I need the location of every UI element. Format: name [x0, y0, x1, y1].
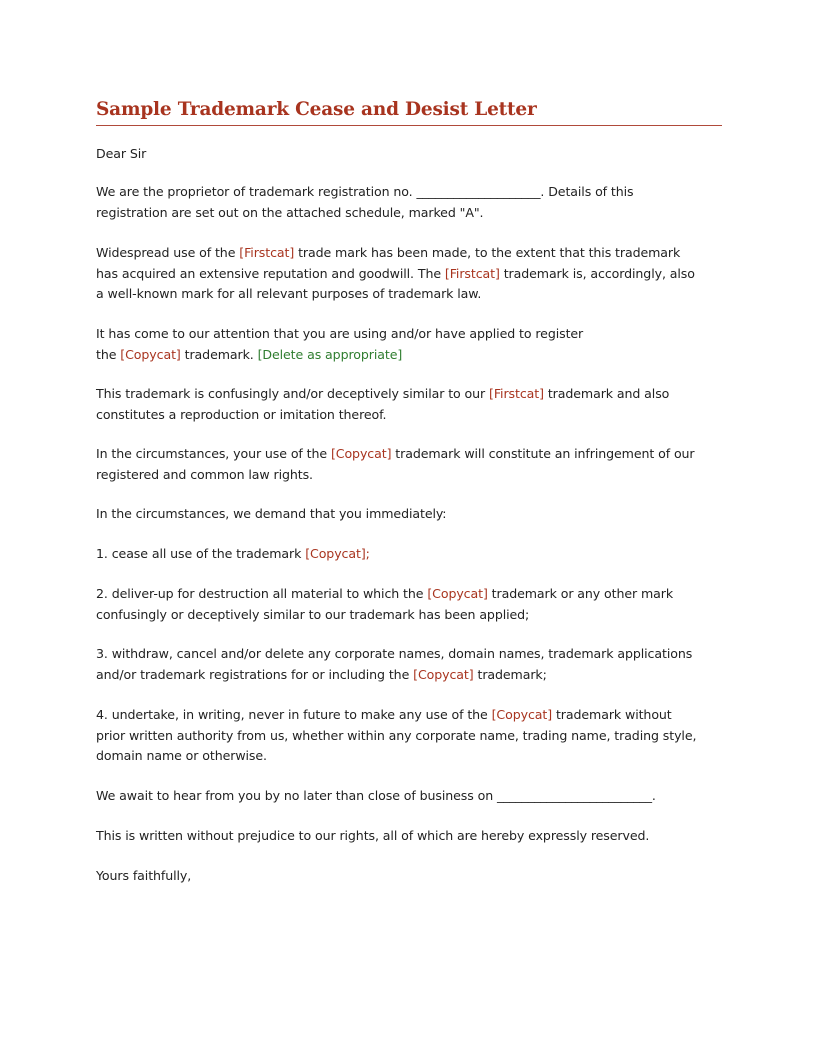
text-segment: has acquired an extensive reputation and goodwill. The [96, 265, 445, 281]
text-segment: constitutes a reproduction or imitation thereof. [96, 406, 387, 422]
text-segment: trademark. [180, 346, 258, 362]
paragraph-infringement [96, 444, 716, 485]
title-divider [96, 125, 722, 126]
text-segment: prior written authority from us, whether within any corporate name, trading name, trading style, [96, 727, 697, 743]
text-segment: This trademark is confusingly and/or deceptively similar to our [96, 386, 490, 401]
text-segment: 1. cease all use of the trademark [96, 546, 306, 561]
text-segment: domain name or otherwise. [96, 748, 267, 763]
placeholder-copycat: [Copycat] [120, 346, 181, 362]
paragraph-registration-line1: We are the proprietor of trademark registration no. ____________________. Details of this [96, 184, 634, 199]
paragraph-widespread-use [96, 243, 716, 305]
placeholder-delete-note: [Delete as appropriate] [257, 346, 403, 362]
text-segment: Widespread use of the [96, 245, 240, 260]
placeholder-firstcat: [Firstcat] [239, 245, 295, 260]
paragraph-attention [96, 324, 583, 365]
placeholder-copycat: [Copycat] [491, 707, 553, 722]
paragraph-deadline: We await to hear from you by no later than close of business on _________________________. [96, 788, 656, 803]
text-segment: It has come to our attention that you are using and/or have applied to register [96, 326, 584, 341]
text-segment: and/or trademark registrations for or including the [96, 666, 414, 682]
text-segment: In the circumstances, your use of the [96, 446, 331, 461]
paragraph-registration [96, 182, 716, 223]
text-segment: registered and common law rights. [96, 466, 313, 482]
text-segment: the [96, 346, 121, 362]
placeholder-firstcat: [Firstcat] [489, 386, 544, 401]
closing-signoff: Yours faithfully, [96, 868, 192, 883]
paragraph-similarity [96, 384, 716, 425]
letter-page [96, 98, 722, 883]
demand-item-3 [96, 644, 716, 685]
text-segment: trademark is, accordingly, also [499, 265, 695, 281]
demand-item-2 [96, 584, 716, 625]
text-segment: 3. withdraw, cancel and/or delete any corporate names, domain names, trademark applications [96, 646, 693, 661]
placeholder-copycat: [Copycat] [427, 586, 488, 601]
text-segment: trademark without [552, 707, 672, 722]
salutation: Dear Sir [96, 146, 147, 161]
placeholder-firstcat: [Firstcat] [444, 265, 500, 281]
text-segment: confusingly or deceptively similar to our trademark has been applied; [96, 606, 530, 622]
placeholder-copycat: [Copycat] [330, 446, 392, 461]
text-segment: 2. deliver-up for destruction all material to which the [96, 586, 428, 601]
text-segment: trademark or any other mark [487, 586, 674, 601]
text-segment: trademark and also [543, 386, 670, 401]
paragraph-registration-line2: registration are set out on the attached schedule, marked "A". [96, 204, 484, 220]
document-title: Sample Trademark Cease and Desist Letter [96, 99, 537, 120]
placeholder-copycat: [Copycat] [413, 666, 474, 682]
text-segment: trademark; [473, 666, 547, 682]
demand-item-4 [96, 705, 716, 767]
paragraph-demand: In the circumstances, we demand that you immediately: [96, 506, 447, 521]
text-segment: trade mark has been made, to the extent that this trademark [294, 245, 681, 260]
text-segment: a well-known mark for all relevant purposes of trademark law. [96, 286, 482, 301]
demand-item-1 [96, 544, 370, 565]
text-segment: 4. undertake, in writing, never in future to make any use of the [96, 707, 492, 722]
text-segment: trademark will constitute an infringement of our [391, 446, 695, 461]
paragraph-without-prejudice: This is written without prejudice to our rights, all of which are hereby expressly reserved. [96, 828, 650, 843]
placeholder-copycat: [Copycat]; [305, 546, 370, 561]
